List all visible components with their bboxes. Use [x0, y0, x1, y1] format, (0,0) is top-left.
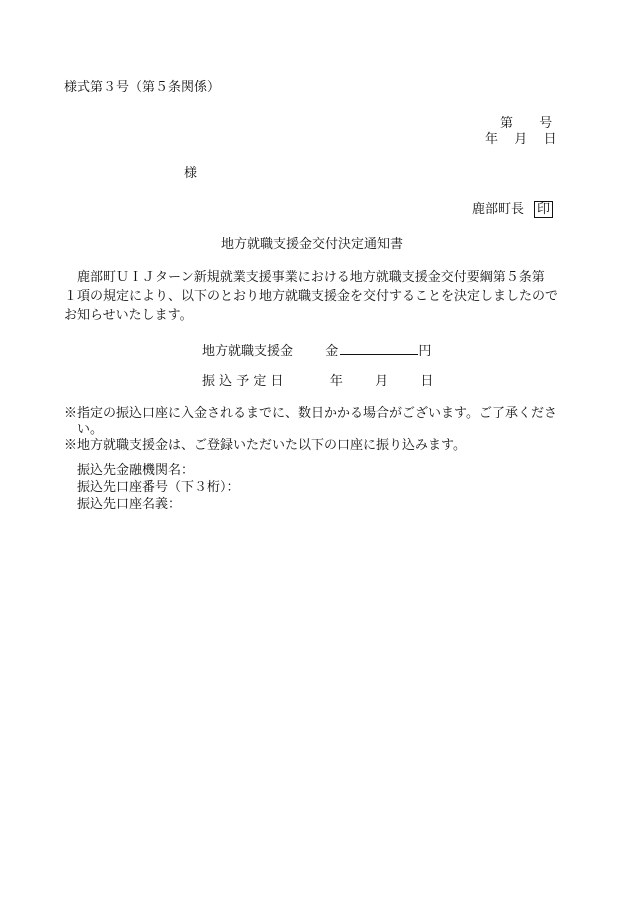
note-1-line-1: ※指定の振込口座に入金されるまでに、数日かかる場合がございます。ご了承くださ [64, 406, 557, 421]
form-number: 様式第３号（第５条関係） [64, 80, 221, 95]
body-line-2: １項の規定により、以下のとおり地方就職支援金を交付することを決定しましたので [64, 289, 559, 304]
issuer [472, 201, 553, 218]
account-info [77, 462, 240, 513]
note-1-line-2: い。 [77, 422, 104, 437]
body-line-3: お知らせいたします。 [64, 308, 193, 323]
doc-number-suffix: 号 [539, 116, 553, 131]
amount-label: 地方就職支援金 [202, 344, 294, 359]
account-number: 振込先口座番号（下３桁）： [77, 480, 240, 495]
amount-blank-line [340, 342, 418, 355]
date-month: 月 [514, 132, 528, 147]
amount-row [202, 342, 431, 360]
note-2: ※地方就職支援金は、ご登録いただいた以下の口座に振り込みます。 [64, 438, 466, 453]
transfer-year: 年 [329, 374, 343, 389]
account-holder: 振込先口座名義： [77, 497, 182, 512]
date-day: 日 [543, 132, 557, 147]
transfer-day: 日 [420, 374, 434, 389]
account-bank-name: 振込先金融機関名： [77, 463, 195, 478]
addressee: 様 [184, 166, 198, 181]
amount-unit: 円 [418, 344, 432, 359]
amount-prefix: 金 [325, 344, 339, 359]
document-number [500, 116, 552, 132]
document-title: 地方就職支援金交付決定通知書 [221, 237, 404, 252]
transfer-month: 月 [375, 374, 389, 389]
body-text [64, 268, 584, 325]
notes [64, 406, 594, 454]
transfer-date-label: 振 込 予 定 日 [202, 374, 284, 389]
date-year: 年 [485, 132, 499, 147]
issuer-title: 鹿部町長 [472, 202, 525, 217]
doc-number-prefix: 第 [500, 116, 514, 131]
transfer-date-row [202, 374, 433, 390]
seal-mark: 印 [534, 201, 553, 218]
issue-date [485, 132, 557, 148]
body-line-1: 鹿部町ＵＩＪターン新規就業支援事業における地方就職支援金交付要綱第５条第 [77, 270, 545, 285]
